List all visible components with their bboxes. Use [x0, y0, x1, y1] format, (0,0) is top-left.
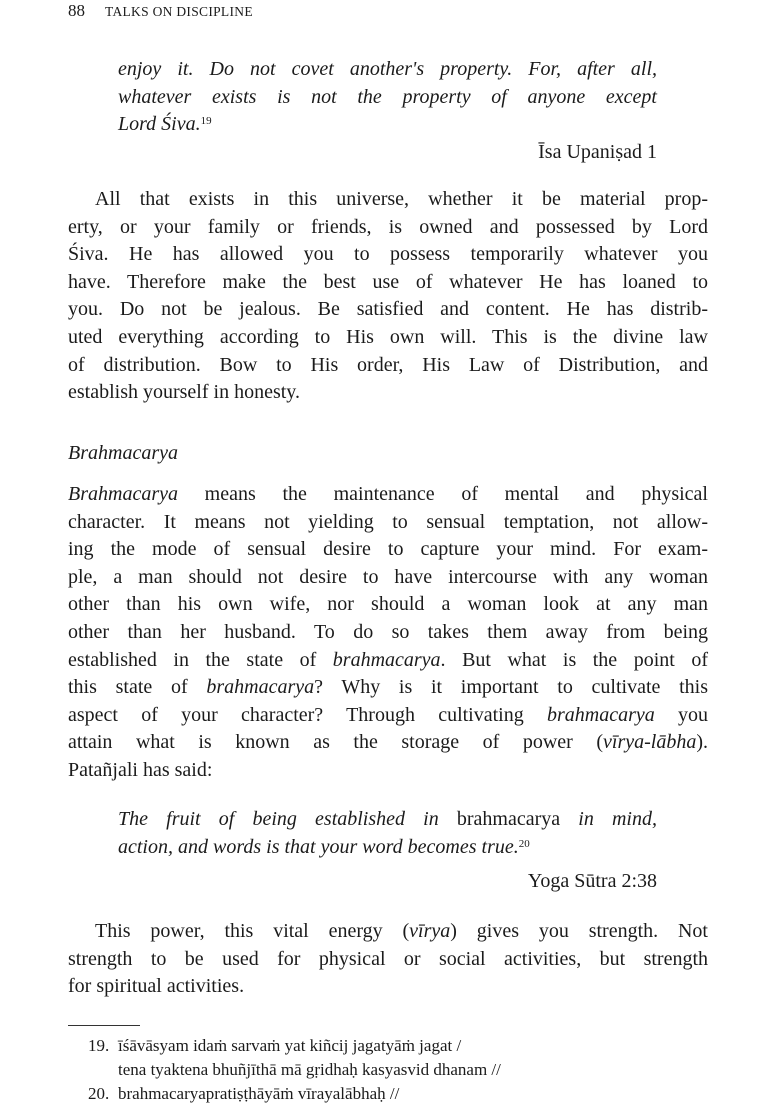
text-line — [68, 352, 708, 380]
text-run: uted everything according to His own will. This is the divine law — [68, 325, 708, 348]
text-line — [68, 481, 708, 509]
text-run: This power, this vital energy ( — [95, 920, 410, 942]
text-line — [68, 702, 708, 730]
footnote-19 — [88, 1034, 501, 1082]
text-run: The fruit of being established in — [118, 808, 457, 830]
text-line — [118, 806, 657, 834]
text-run: enjoy it. Do not covet another's property. For, after all, — [118, 58, 657, 80]
text-run: brahmacarya — [332, 648, 441, 671]
text-line — [68, 619, 708, 647]
footnote-text: tena tyaktena bhuñjīthā mā gṛidhaḥ kasyasvid dhanam // — [118, 1060, 501, 1079]
text-line — [68, 379, 708, 407]
text-run: Patañjali has said: — [68, 758, 213, 781]
block-quote-isa-upanisad — [118, 56, 657, 139]
quote-citation: Īsa Upaniṣad 1 — [538, 141, 657, 163]
text-line — [68, 186, 708, 214]
text-run: ? Why is it important to cultivate this — [314, 676, 708, 699]
text-run: . But what is the point of — [440, 648, 708, 671]
section-heading — [68, 440, 178, 468]
text-line — [68, 647, 708, 675]
running-header — [68, 0, 253, 23]
paragraph-virya — [68, 918, 708, 1001]
footnote-text: brahmacaryapratiṣṭhāyāṁ vīrayalābhaḥ // — [118, 1084, 400, 1103]
text-line — [68, 946, 708, 974]
text-line — [68, 536, 708, 564]
footnote-divider — [68, 1025, 140, 1026]
text-run: in mind, — [560, 808, 657, 830]
paragraph-brahmacarya — [68, 481, 708, 785]
text-run: ). — [696, 731, 708, 754]
text-line — [68, 269, 708, 297]
text-line — [68, 241, 708, 269]
text-run: this state of — [68, 676, 207, 699]
text-run: established in the state of — [68, 648, 333, 671]
text-run: Brahmacarya — [68, 483, 178, 505]
text-run: strength to be used for physical or social activities, but strength — [68, 947, 708, 970]
text-run: vīrya-lābha — [603, 731, 697, 754]
text-line — [68, 591, 708, 619]
text-run: vīrya — [409, 920, 451, 942]
section-heading-text: Brahmacarya — [68, 442, 178, 464]
text-line — [68, 296, 708, 324]
text-run: means the maintenance of mental and physical — [177, 483, 708, 505]
running-title: TALKS ON DISCIPLINE — [105, 4, 253, 19]
text-run: other than her husband. To do so takes them away from being — [68, 620, 708, 643]
text-run: attain what is known as the storage of power ( — [68, 731, 604, 754]
text-run: erty, or your family or friends, is owned and possessed by Lord — [68, 215, 708, 238]
text-line — [68, 757, 708, 785]
page-number: 88 — [68, 1, 85, 20]
paragraph-property — [68, 186, 708, 407]
text-run: other than his own wife, nor should a woman look at any man — [68, 593, 708, 616]
footnote-number: 19. — [88, 1036, 110, 1055]
quote-citation: Yoga Sūtra 2:38 — [527, 870, 657, 892]
text-run: you. Do not be jealous. Be satisfied and content. He has distrib- — [68, 298, 708, 321]
text-run: brahmacarya — [546, 703, 655, 726]
text-line — [118, 834, 657, 862]
text-run: you — [654, 703, 708, 726]
text-line — [118, 56, 657, 84]
text-run: have. Therefore make the best use of whatever He has loaned to — [68, 270, 708, 293]
text-run: ing the mode of sensual desire to capture your mind. For exam- — [68, 538, 708, 561]
text-run: Śiva. He has allowed you to possess temporarily whatever you — [68, 243, 708, 266]
text-run: ple, a man should not desire to have intercourse with any woman — [68, 565, 708, 588]
text-line — [68, 674, 708, 702]
text-run: for spiritual activities. — [68, 975, 245, 998]
text-run: ) gives you strength. Not — [450, 920, 708, 942]
text-run: Lord Śiva. — [118, 113, 201, 136]
text-run: brahmacarya — [206, 676, 315, 699]
text-line — [68, 729, 708, 757]
block-quote-yoga-sutra — [118, 806, 657, 861]
text-line — [68, 564, 708, 592]
text-line — [68, 509, 708, 537]
text-line — [68, 973, 708, 1001]
text-run: character. It means not yielding to sensual temptation, not allow- — [68, 510, 708, 533]
footnote-20 — [88, 1082, 399, 1106]
text-run: brahmacarya — [456, 808, 561, 830]
text-line — [118, 111, 657, 139]
footnote-number: 20. — [88, 1084, 110, 1103]
text-run: establish yourself in honesty. — [68, 381, 301, 404]
text-line — [118, 84, 657, 112]
text-line — [68, 324, 708, 352]
text-run: All that exists in this universe, whether it be material prop- — [95, 188, 708, 210]
text-run: of distribution. Bow to His order, His Law of Distribution, and — [68, 353, 708, 376]
footnote-text: īśāvāsyam idaṁ sarvaṁ yat kiñcij jagatyāṁ jagat / — [118, 1036, 462, 1055]
text-line — [68, 918, 708, 946]
text-run: whatever exists is not the property of anyone except — [118, 85, 657, 108]
footnote-reference: 19 — [200, 115, 212, 128]
text-line — [68, 214, 708, 242]
text-run: aspect of your character? Through cultivating — [68, 703, 547, 726]
text-run: action, and words is that your word becomes true. — [118, 835, 519, 858]
footnote-reference: 20 — [518, 837, 530, 850]
